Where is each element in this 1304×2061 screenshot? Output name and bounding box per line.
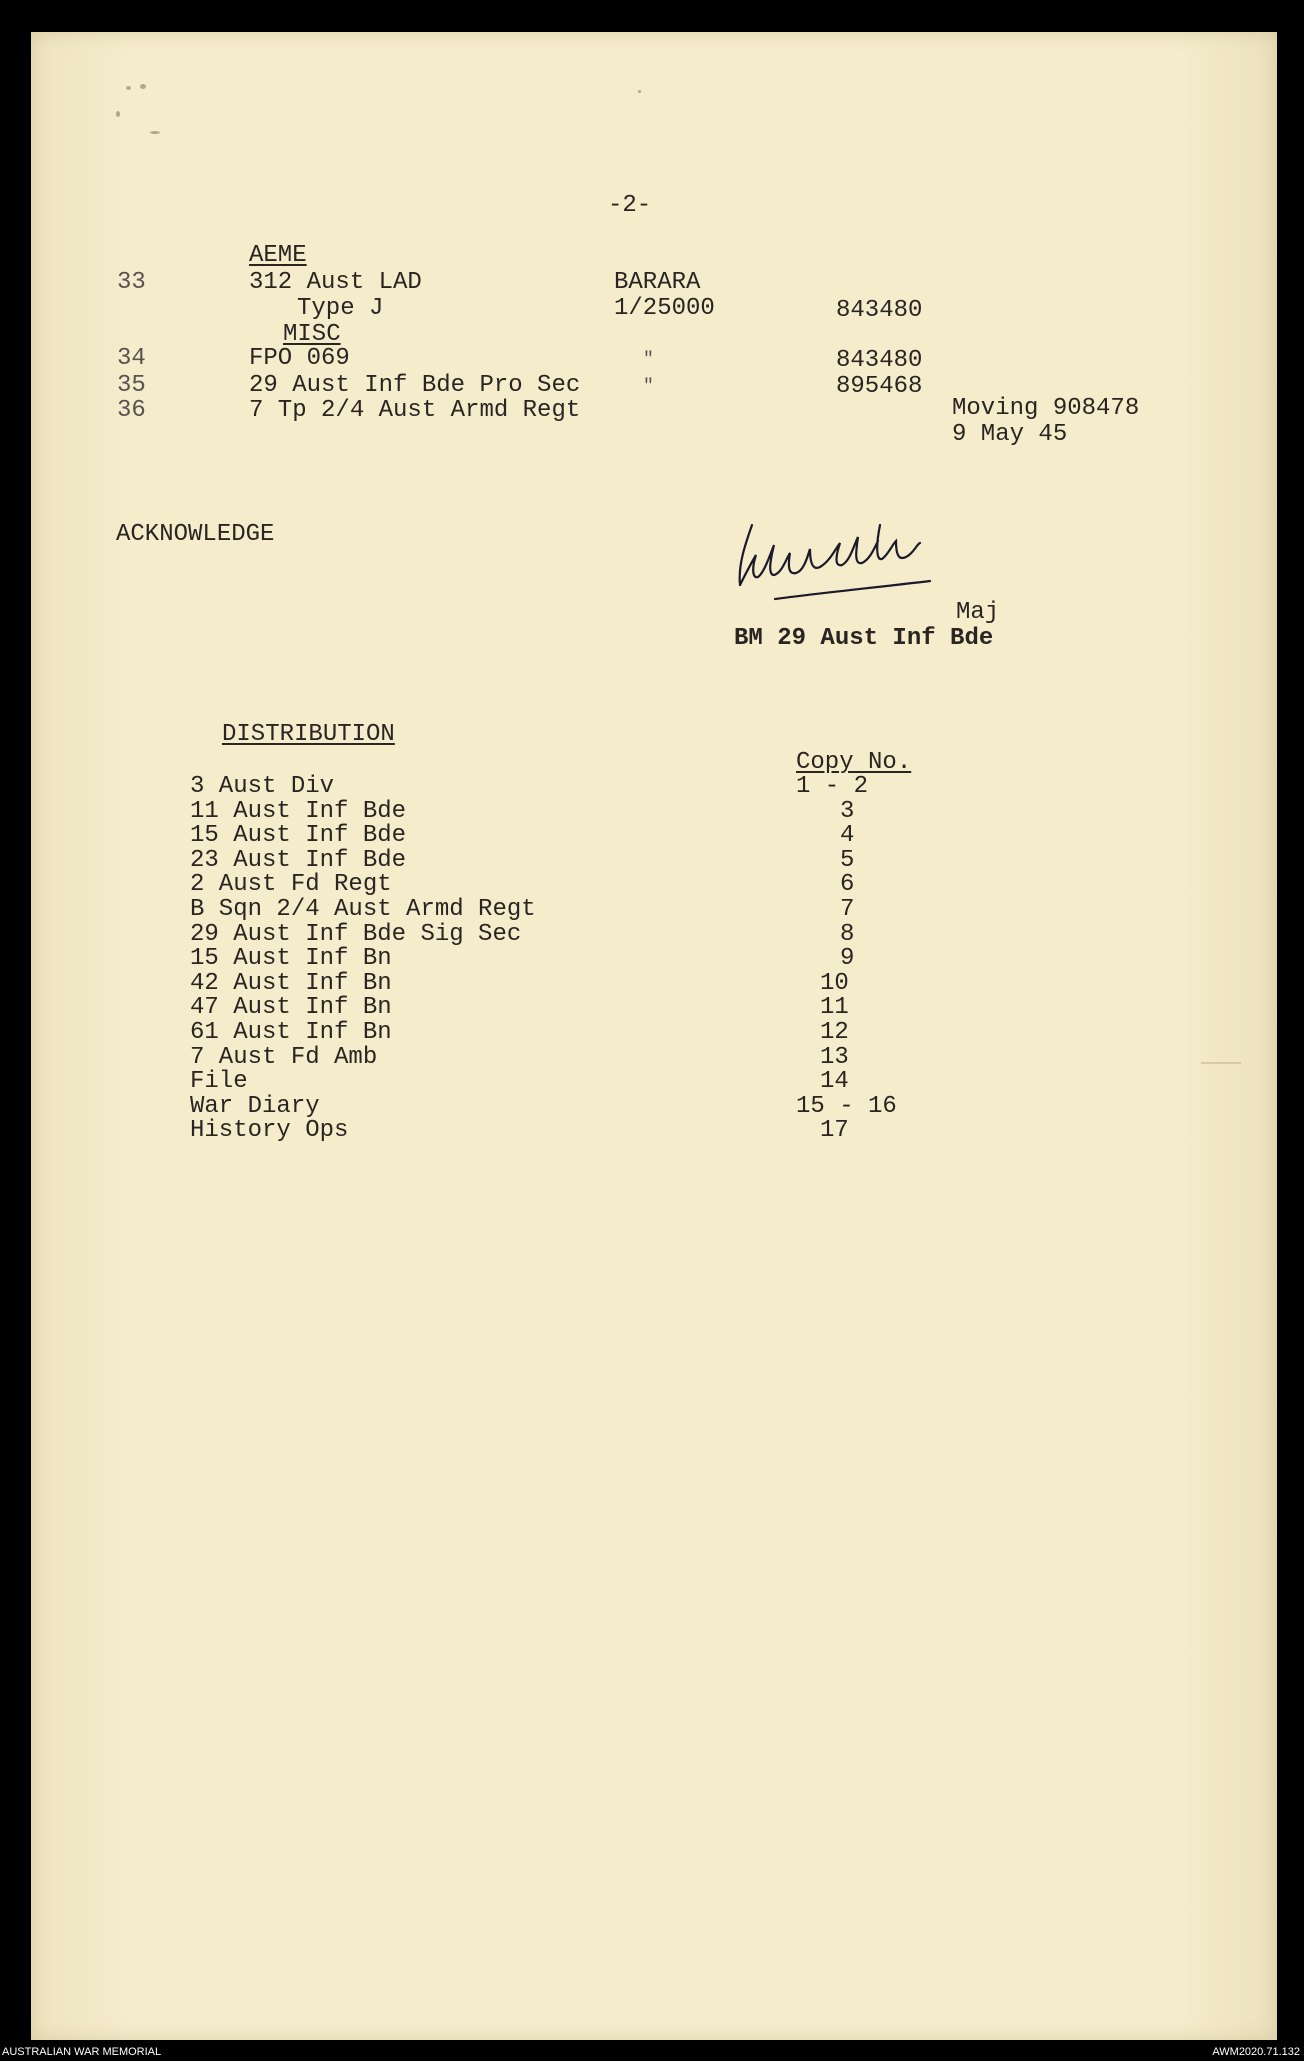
- distribution-addressee: 47 Aust Inf Bn: [190, 994, 392, 1021]
- distribution-heading: DISTRIBUTION: [222, 721, 395, 748]
- signatory-appointment: BM 29 Aust Inf Bde: [734, 625, 994, 652]
- unit-remark: 9 May 45: [952, 421, 1068, 448]
- map-reference: 895468: [836, 373, 923, 400]
- serial-number: 35: [117, 372, 146, 399]
- distribution-addressee: 15 Aust Inf Bde: [190, 822, 407, 849]
- distribution-copy-number: 12: [820, 1019, 849, 1046]
- ink-stain: [140, 84, 146, 89]
- serial-number: 36: [117, 397, 146, 424]
- copy-number-header: Copy No.: [796, 749, 912, 776]
- distribution-copy-number: 14: [820, 1068, 849, 1095]
- section-heading-misc: MISC: [283, 321, 341, 348]
- distribution-addressee: 42 Aust Inf Bn: [190, 970, 392, 997]
- ink-stain: [638, 90, 641, 93]
- distribution-addressee: 3 Aust Div: [190, 773, 335, 800]
- unit-name: 29 Aust Inf Bde Pro Sec: [249, 372, 581, 399]
- distribution-addressee: History Ops: [190, 1117, 349, 1144]
- distribution-copy-number: 8: [840, 921, 855, 948]
- distribution-copy-number: 17: [820, 1117, 849, 1144]
- signature-image: [730, 515, 970, 605]
- distribution-copy-number: 11: [820, 994, 849, 1021]
- distribution-addressee: 7 Aust Fd Amb: [190, 1044, 378, 1071]
- acknowledge-text: ACKNOWLEDGE: [116, 521, 275, 548]
- ink-stain: [116, 111, 120, 117]
- footer-reference: AWM2020.71.132: [1212, 2046, 1300, 2058]
- page-number: -2-: [608, 192, 652, 219]
- distribution-addressee: 11 Aust Inf Bde: [190, 798, 407, 825]
- unit-name: Type J: [297, 295, 384, 322]
- distribution-copy-number: 7: [840, 896, 855, 923]
- signatory-rank: Maj: [956, 599, 1000, 626]
- distribution-copy-number: 5: [840, 847, 855, 874]
- distribution-addressee: B Sqn 2/4 Aust Armd Regt: [190, 896, 536, 923]
- unit-name: 312 Aust LAD: [249, 269, 422, 296]
- ink-stain: [126, 86, 131, 90]
- unit-name: FPO 069: [249, 345, 350, 372]
- ink-stain: [150, 131, 160, 134]
- section-heading-aeme: AEME: [249, 242, 307, 269]
- distribution-addressee: War Diary: [190, 1093, 320, 1120]
- distribution-copy-number: 1 - 2: [796, 773, 869, 800]
- unit-remark: Moving 908478: [952, 395, 1140, 422]
- distribution-addressee: 61 Aust Inf Bn: [190, 1019, 392, 1046]
- distribution-addressee: File: [190, 1068, 248, 1095]
- distribution-copy-number: 13: [820, 1044, 849, 1071]
- footer-source: AUSTRALIAN WAR MEMORIAL: [2, 2046, 162, 2058]
- distribution-copy-number: 4: [840, 822, 855, 849]
- unit-location: BARARA: [614, 269, 701, 296]
- unit-name: 7 Tp 2/4 Aust Armd Regt: [249, 397, 581, 424]
- serial-number: 34: [117, 345, 146, 372]
- serial-number: 33: [117, 269, 146, 296]
- ditto-mark: ": [643, 377, 654, 397]
- map-reference: 843480: [836, 297, 923, 324]
- map-reference: 843480: [836, 347, 923, 374]
- distribution-addressee: 2 Aust Fd Regt: [190, 871, 392, 898]
- distribution-copy-number: 10: [820, 970, 849, 997]
- distribution-copy-number: 3: [840, 798, 855, 825]
- distribution-addressee: 29 Aust Inf Bde Sig Sec: [190, 921, 522, 948]
- distribution-copy-number: 9: [840, 945, 855, 972]
- distribution-addressee: 23 Aust Inf Bde: [190, 847, 407, 874]
- paper-crease: [1201, 1062, 1241, 1064]
- distribution-copy-number: 15 - 16: [796, 1093, 897, 1120]
- unit-location: 1/25000: [614, 295, 715, 322]
- ditto-mark: ": [643, 350, 654, 370]
- distribution-addressee: 15 Aust Inf Bn: [190, 945, 392, 972]
- distribution-copy-number: 6: [840, 871, 855, 898]
